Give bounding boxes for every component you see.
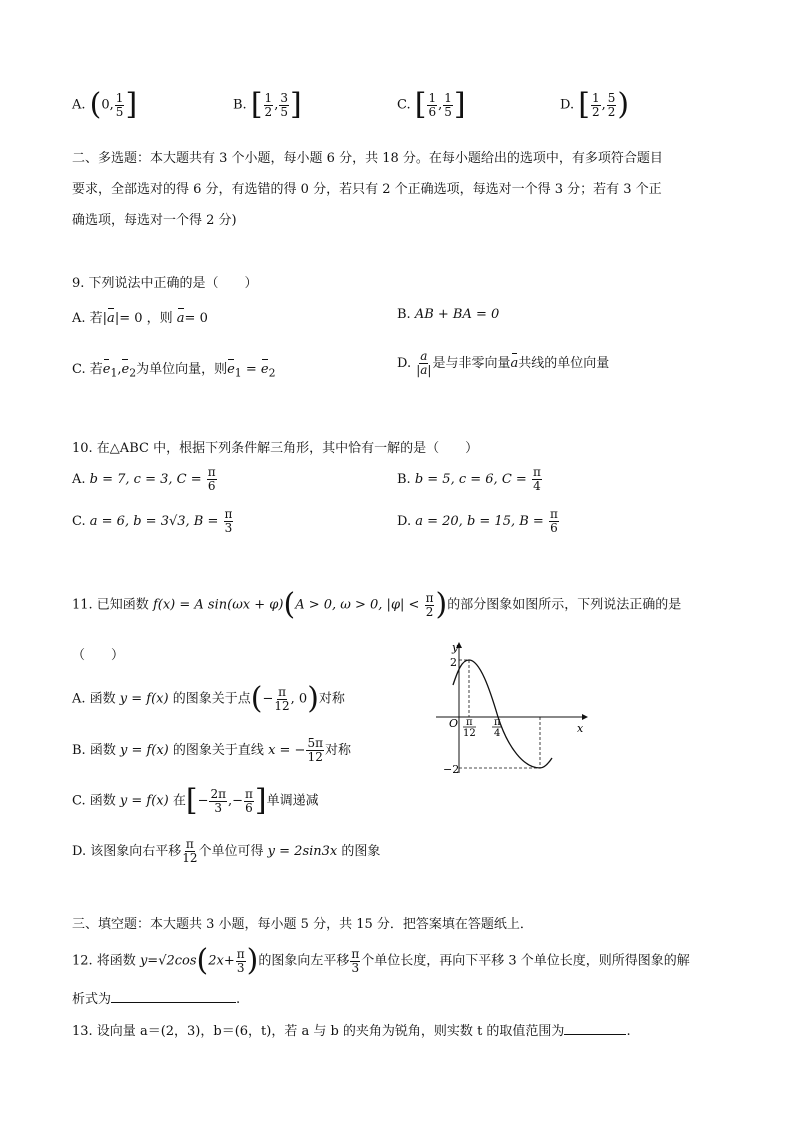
q11-option-b — [72, 737, 351, 764]
tick1-num: π — [466, 717, 473, 728]
numerator: 1 — [444, 90, 452, 105]
question-text: 的图象向左平移 — [258, 953, 350, 969]
fraction — [236, 948, 246, 975]
sine-graph — [432, 640, 592, 780]
paren-open: ( — [283, 587, 296, 622]
denominator: 3 — [224, 521, 233, 535]
q10-option-c — [72, 508, 234, 535]
condition-expression: A > 0, ω > 0, |φ| < — [295, 597, 420, 613]
paren-close: ) — [307, 681, 319, 716]
argument-expression: 2x+ — [208, 953, 235, 969]
bracket-open: [ — [578, 87, 590, 122]
fraction — [274, 686, 289, 713]
bracket-close: ] — [453, 87, 466, 122]
numerator: π — [224, 507, 233, 521]
paren-open: ( — [196, 943, 209, 978]
function-expression: y = f(x) — [119, 691, 169, 707]
bracket-open: [ — [185, 783, 198, 818]
numerator: 1 — [591, 90, 600, 105]
sine-curve — [453, 660, 552, 768]
q8-option-c: C. [ $\frac{1}{6}$ , $\frac{1}{5}$ ] — [397, 87, 466, 122]
interval-left: 0, — [101, 97, 114, 113]
tick1-den: 12 — [463, 728, 476, 739]
fraction — [443, 92, 453, 119]
question-text: 13. 设向量 a＝(2，3)，b＝(6，t)，若 a 与 b 的夹角为锐角，则实数 t 的取值范围为 — [72, 1024, 565, 1039]
option-label: D. — [397, 514, 412, 529]
denominator: 6 — [428, 104, 437, 119]
q9-option-c: C. 若$e_1,e_2$为单位向量，则$e_1 = e_2$ — [72, 362, 276, 380]
section2-line3: 确选项，每选对一个得 2 分) — [72, 213, 237, 228]
question-text: . — [626, 1024, 631, 1039]
bracket-close: ] — [254, 783, 267, 818]
option-text: 为单位向量，则 — [136, 362, 228, 377]
option-label: A. — [72, 472, 86, 487]
q10-option-a — [72, 466, 218, 493]
fraction — [425, 592, 435, 619]
stem-text: 11. 已知函数 — [72, 597, 149, 613]
option-text: 在 — [172, 793, 186, 809]
section2-line2: 要求，全部选对的得 6 分，有选错的得 0 分，若只有 2 个正确选项，每选对一个得 3 分；若有 3 个正 — [72, 182, 662, 197]
vector-a: a — [176, 311, 185, 326]
option-text: D. 该图象向右平移 — [72, 844, 182, 859]
paren-open: ( — [89, 87, 102, 122]
option-label: A. — [72, 97, 86, 113]
numerator: π — [425, 590, 434, 605]
option-text: 是与非零向量 — [432, 356, 511, 371]
y-axis-label: y — [452, 641, 459, 654]
numerator: 5 — [607, 90, 616, 105]
x-axis-label: x — [577, 722, 584, 735]
denominator: 2 — [591, 104, 600, 119]
x-axis-arrow — [582, 714, 588, 720]
denominator: 3 — [351, 960, 360, 975]
q10-stem: 10. 在△ABC 中，根据下列条件解三角形，其中恰有一解的是（ ） — [72, 441, 479, 456]
denominator: 3 — [214, 800, 223, 815]
numerator: π — [532, 465, 541, 479]
section2-line1: 二、多选题：本大题共有 3 个小题，每小题 6 分，共 18 分。在每小题给出的选项中，有多项符合题目 — [72, 151, 663, 166]
paren-close: ) — [435, 587, 448, 622]
fraction — [549, 508, 559, 535]
y-min-label: −2 — [443, 763, 460, 776]
tick2-num: π — [494, 717, 501, 728]
option-text: B. 函数 — [72, 743, 116, 758]
fraction — [607, 92, 617, 119]
option-text: = 0 ，则 — [119, 311, 173, 326]
q13-line — [72, 1020, 631, 1039]
origin-label: O — [449, 717, 459, 730]
option-text: A. 若 — [72, 311, 103, 326]
denominator: 3 — [236, 960, 245, 975]
option-text: 对称 — [324, 743, 351, 758]
numerator: 2π — [210, 786, 226, 801]
numerator: π — [236, 946, 245, 961]
option-label: D. — [560, 97, 575, 113]
option-expression: a = 6, b = 3√3, B = — [89, 514, 219, 529]
q8-option-d: D. [ $\frac{1}{2}$ , $\frac{5}{2}$ ) — [560, 87, 630, 122]
fraction — [264, 92, 274, 119]
paren-open: ( — [250, 681, 263, 716]
denominator: 6 — [245, 800, 253, 815]
q10-option-b — [397, 466, 543, 493]
fraction — [244, 788, 254, 815]
option-text: 对称 — [318, 691, 345, 707]
fraction — [427, 92, 437, 119]
q11-option-a: A. 函数 y = f(x) 的图象关于点(− $\frac{\pi}{12}$ , 0)对称 — [72, 681, 345, 716]
option-text: 的图象关于直线 — [172, 743, 264, 758]
option-label: B. — [397, 472, 411, 487]
denominator: 12 — [307, 750, 323, 764]
numerator: 1 — [428, 90, 437, 105]
q12-line1 — [72, 943, 690, 978]
numerator: a — [420, 349, 428, 363]
unit-vector-fraction — [416, 350, 431, 377]
question-text: 析式为 — [72, 992, 112, 1007]
vector-e1: e — [227, 362, 235, 377]
numerator: 5π — [307, 736, 323, 750]
vector-e2: e — [260, 362, 269, 377]
q9-option-d — [397, 350, 609, 377]
denominator: 2 — [425, 604, 434, 619]
function-expression: y = f(x) — [119, 793, 169, 809]
bracket-open: [ — [414, 87, 427, 122]
fraction — [306, 737, 324, 764]
option-text: A. 函数 — [72, 691, 116, 707]
bracket-close: ] — [289, 87, 302, 122]
numerator: π — [207, 465, 216, 479]
numerator: 3 — [280, 90, 288, 105]
tick2-den: 4 — [494, 728, 501, 739]
denominator: 12 — [182, 851, 198, 865]
vector-a: a — [107, 311, 115, 326]
vector-e2: e — [121, 362, 130, 377]
option-label: C. — [397, 97, 411, 113]
denominator: 4 — [533, 479, 541, 493]
line-expression: x = − — [268, 743, 306, 758]
denominator: |a| — [416, 363, 432, 377]
option-label: B. — [397, 307, 411, 322]
numerator: 1 — [264, 90, 273, 105]
fraction — [115, 92, 125, 119]
option-label: D. — [397, 356, 412, 371]
question-text: 个单位长度，再向下平移 3 个单位长度，则所得图象的解 — [361, 953, 690, 969]
fraction — [224, 508, 234, 535]
option-text: C. 若 — [72, 362, 103, 377]
numerator: π — [245, 786, 253, 801]
q9-stem: 9. 下列说法中正确的是（ ） — [72, 276, 258, 291]
function-expression: y = f(x) — [119, 743, 169, 758]
numerator: 1 — [115, 90, 124, 105]
stem-text: 的部分图象如图所示，下列说法正确的是 — [447, 597, 682, 613]
q8-option-a — [72, 87, 138, 122]
bracket-open: [ — [250, 87, 263, 122]
section3-header: 三、填空题：本大题共 3 小题，每小题 5 分，共 15 分．把答案填在答题纸上． — [72, 917, 533, 932]
option-text: = 0 — [184, 311, 208, 326]
option-text: 共线的单位向量 — [518, 356, 610, 371]
function-expression: y=√2cos — [139, 953, 197, 969]
q11-option-d — [72, 838, 380, 865]
vector-a: a — [510, 356, 519, 371]
denominator: 6 — [550, 521, 558, 535]
numerator: π — [185, 837, 194, 851]
option-expression: a = 20, b = 15, B = — [415, 514, 544, 529]
fraction — [591, 92, 601, 119]
q11-stem — [72, 587, 682, 622]
option-text: 个单位可得 — [198, 844, 264, 859]
fraction — [350, 948, 360, 975]
option-label: B. — [233, 97, 247, 113]
function-expression: y = 2sin3x — [267, 844, 338, 859]
option-text: 单调递减 — [266, 793, 319, 809]
option-text: 的图象 — [341, 844, 381, 859]
fraction — [207, 466, 217, 493]
option-text: C. 函数 — [72, 793, 116, 809]
fraction — [279, 92, 289, 119]
denominator: 6 — [207, 479, 216, 493]
bracket-close: ] — [125, 87, 138, 122]
paren-close: ) — [617, 87, 630, 122]
denominator: 2 — [264, 104, 273, 119]
option-expression: b = 5, c = 6, C = — [414, 472, 527, 487]
denominator: 5 — [115, 104, 124, 119]
q9-option-b — [397, 307, 499, 322]
q8-option-b: B. [ $\frac{1}{2}$ , $\frac{3}{5}$ ] — [233, 87, 302, 122]
fraction — [209, 788, 227, 815]
q10-option-d — [397, 508, 560, 535]
q11-paren: （ ） — [72, 648, 125, 663]
answer-blank[interactable] — [564, 1034, 626, 1035]
numerator: π — [351, 946, 360, 961]
denominator: 5 — [280, 104, 288, 119]
fraction — [532, 466, 542, 493]
answer-blank[interactable] — [111, 1002, 236, 1003]
option-expression: b = 7, c = 3, C = — [89, 472, 202, 487]
vector-e1: e — [102, 362, 111, 377]
question-text: . — [236, 992, 241, 1007]
paren-close: ) — [246, 943, 259, 978]
vector-expression: AB + BA = 0 — [414, 307, 500, 322]
function-expression: f(x) = A sin(ωx + φ) — [152, 597, 284, 613]
numerator: π — [549, 507, 558, 521]
q9-option-a: A. 若|a|= 0 ，则 a= 0 — [72, 311, 208, 326]
question-text: 12. 将函数 — [72, 953, 136, 969]
option-text: 的图象关于点 — [172, 691, 251, 707]
denominator: 2 — [607, 104, 616, 119]
point-coordinate: , 0 — [290, 691, 308, 707]
numerator: π — [278, 684, 286, 699]
y-max-label: 2 — [450, 656, 457, 669]
fraction — [182, 838, 197, 865]
q12-line2 — [72, 988, 240, 1007]
option-label: C. — [72, 514, 86, 529]
q11-option-c: C. 函数 y = f(x) 在[− $\frac{2\pi}{3}$ ,− $\frac{\pi}{6}$ ]单调递减 — [72, 783, 319, 818]
denominator: 5 — [444, 104, 452, 119]
denominator: 12 — [274, 698, 290, 713]
